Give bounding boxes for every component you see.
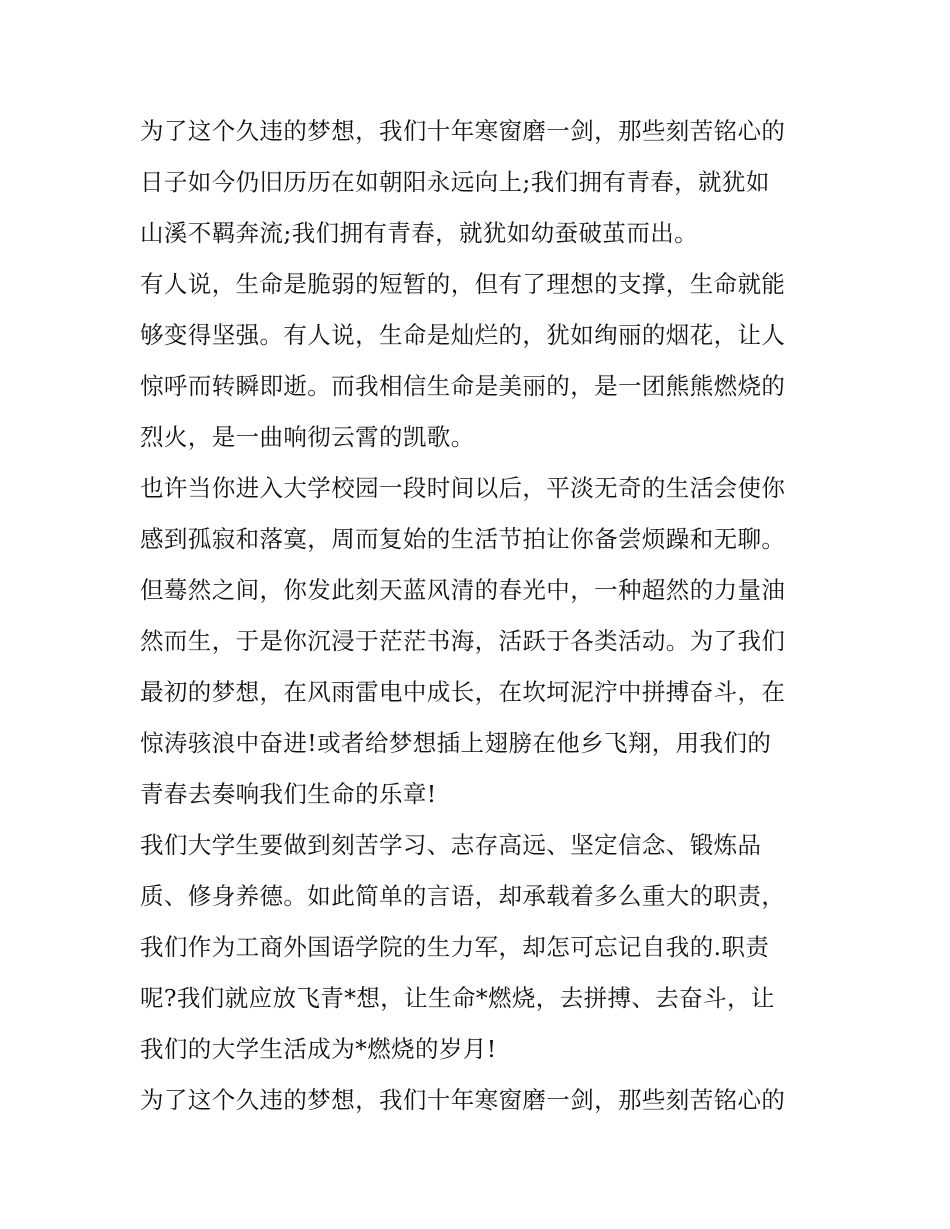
text-line: 惊呼而转瞬即逝。而我相信生命是美丽的，是一团熊熊燃烧的 — [140, 372, 786, 400]
text-line: 质、修身养德。如此简单的言语，却承载着多么重大的职责， — [140, 882, 786, 910]
text-line: 够变得坚强。有人说，生命是灿烂的，犹如绚丽的烟花，让人 — [140, 321, 786, 349]
text-line: 我们作为工商外国语学院的生力军，却怎可忘记自我的.职责 — [140, 933, 770, 961]
text-line: 呢?我们就应放飞青*想，让生命*燃烧，去拼搏、去奋斗，让 — [140, 984, 775, 1012]
text-line: 为了这个久违的梦想，我们十年寒窗磨一剑，那些刻苦铭心的 — [140, 1086, 786, 1114]
text-line: 烈火，是一曲响彻云霄的凯歌。 — [140, 423, 475, 451]
text-line: 也许当你进入大学校园一段时间以后，平淡无奇的生活会使你 — [140, 474, 786, 502]
text-line: 感到孤寂和落寞，周而复始的生活节拍让你备尝烦躁和无聊。 — [140, 525, 786, 553]
text-line: 惊涛骇浪中奋进!或者给梦想插上翅膀在他乡飞翔，用我们的 — [140, 729, 772, 757]
text-line: 为了这个久违的梦想，我们十年寒窗磨一剑，那些刻苦铭心的 — [140, 117, 786, 145]
text-line: 然而生，于是你沉浸于茫茫书海，活跃于各类活动。为了我们 — [140, 627, 786, 655]
text-line: 最初的梦想，在风雨雷电中成长，在坎坷泥泞中拼搏奋斗，在 — [140, 678, 786, 706]
text-line: 山溪不羁奔流;我们拥有青春，就犹如幼蚕破茧而出。 — [140, 219, 699, 247]
document-body — [140, 106, 820, 1126]
text-line: 青春去奏响我们生命的乐章! — [140, 780, 437, 808]
text-line: 我们大学生要做到刻苦学习、志存高远、坚定信念、锻炼品 — [140, 831, 762, 859]
text-line: 有人说，生命是脆弱的短暂的，但有了理想的支撑，生命就能 — [140, 270, 786, 298]
text-line: 日子如今仍旧历历在如朝阳永远向上;我们拥有青春，就犹如 — [140, 168, 770, 196]
text-line: 我们的大学生活成为*燃烧的岁月! — [140, 1035, 497, 1063]
text-line: 但蓦然之间，你发此刻天蓝风清的春光中，一种超然的力量油 — [140, 576, 786, 604]
